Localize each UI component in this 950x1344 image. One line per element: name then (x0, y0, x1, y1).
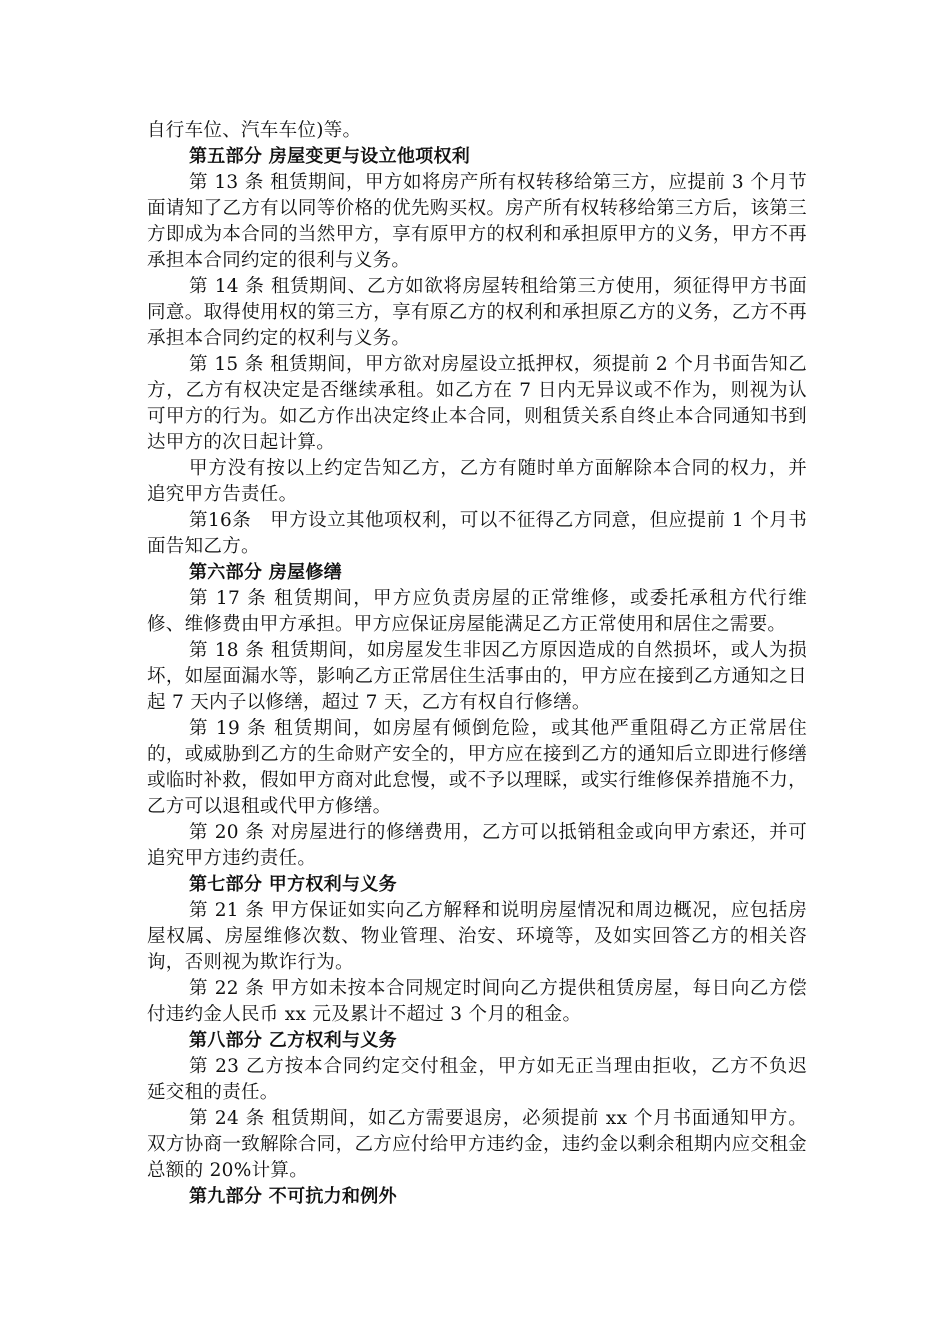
section-heading-part-6: 第六部分 房屋修缮 (189, 562, 342, 583)
paragraph-article-23: 第 23 乙方按本合同约定交付租金，甲方如无正当理由拒收，乙方不负迟延交租的责任。 (147, 1056, 807, 1103)
paragraph-article-18: 第 18 条 租赁期间，如房屋发生非因乙方原因造成的自然损坏，或人为损坏，如屋面漏水等，影响乙方正常居住生活事由的，甲方应在接到乙方通知之日起 7 天内子以修缮，超过 7 天，乙方有权自行修缮。 (147, 640, 807, 713)
paragraph-article-15-notice: 甲方没有按以上约定告知乙方，乙方有随时单方面解除本合同的权力，并追究甲方告责任。 (147, 458, 807, 505)
section-heading-part-5: 第五部分 房屋变更与设立他项权利 (189, 146, 471, 167)
paragraph-article-15: 第 15 条 租赁期间，甲方欲对房屋设立抵押权，须提前 2 个月书面告知乙方，乙方有权决定是否继续承租。如乙方在 7 日内无异议或不作为，则视为认可甲方的行为。如乙方作出决定终止本合同，则租赁关系自终止本合同通知书到达甲方的次日起计算。 (147, 354, 807, 453)
paragraph-article-16: 第16条 甲方设立其他项权利，可以不征得乙方同意，但应提前 1 个月书面告知乙方。 (147, 510, 807, 557)
paragraph-article-20: 第 20 条 对房屋进行的修缮费用，乙方可以抵销租金或向甲方索还，并可追究甲方违约责任。 (147, 822, 807, 869)
paragraph-article-19: 第 19 条 租赁期间，如房屋有倾倒危险，或其他严重阻碍乙方正常居住的，或威胁到乙方的生命财产安全的，甲方应在接到乙方的通知后立即进行修缮或临时补救，假如甲方商对此怠慢，或不予以理睬，或实行维修保养措施不力，乙方可以退租或代甲方修缮。 (147, 718, 807, 817)
paragraph-article-21: 第 21 条 甲方保证如实向乙方解释和说明房屋情况和周边概况，应包括房屋权属、房屋维修次数、物业管理、治安、环境等，及如实回答乙方的相关咨询，否则视为欺诈行为。 (147, 900, 807, 973)
section-heading-part-8: 第八部分 乙方权利与义务 (189, 1030, 397, 1051)
document-page (147, 118, 807, 1210)
section-heading-part-7: 第七部分 甲方权利与义务 (189, 874, 397, 895)
paragraph-article-17: 第 17 条 租赁期间，甲方应负责房屋的正常维修，或委托承租方代行维修、维修费由甲方承担。甲方应保证房屋能满足乙方正常使用和居住之需要。 (147, 588, 807, 635)
paragraph-article-24: 第 24 条 租赁期间，如乙方需要退房，必须提前 xx 个月书面通知甲方。双方协商一致解除合同，乙方应付给甲方违约金，违约金以剩余租期内应交租金总额的 20%计算。 (147, 1108, 807, 1181)
paragraph-article-22: 第 22 条 甲方如未按本合同规定时间向乙方提供租赁房屋，每日向乙方偿付违约金人民币 xx 元及累计不超过 3 个月的租金。 (147, 978, 807, 1025)
paragraph-continuation: 自行车位、汽车车位)等。 (147, 120, 362, 141)
paragraph-article-14: 第 14 条 租赁期间、乙方如欲将房屋转租给第三方使用，须征得甲方书面同意。取得使用权的第三方，享有原乙方的权利和承担原乙方的义务，乙方不再承担本合同约定的权利与义务。 (147, 276, 807, 349)
section-heading-part-9: 第九部分 不可抗力和例外 (189, 1186, 397, 1207)
paragraph-article-13: 第 13 条 租赁期间，甲方如将房产所有权转移给第三方，应提前 3 个月节面请知了乙方有以同等价格的优先购买权。房产所有权转移给第三方后，该第三方即成为本合同的当然甲方，享有原甲方的权利和承担原甲方的义务，甲方不再承担本合同约定的很利与义务。 (147, 172, 807, 271)
